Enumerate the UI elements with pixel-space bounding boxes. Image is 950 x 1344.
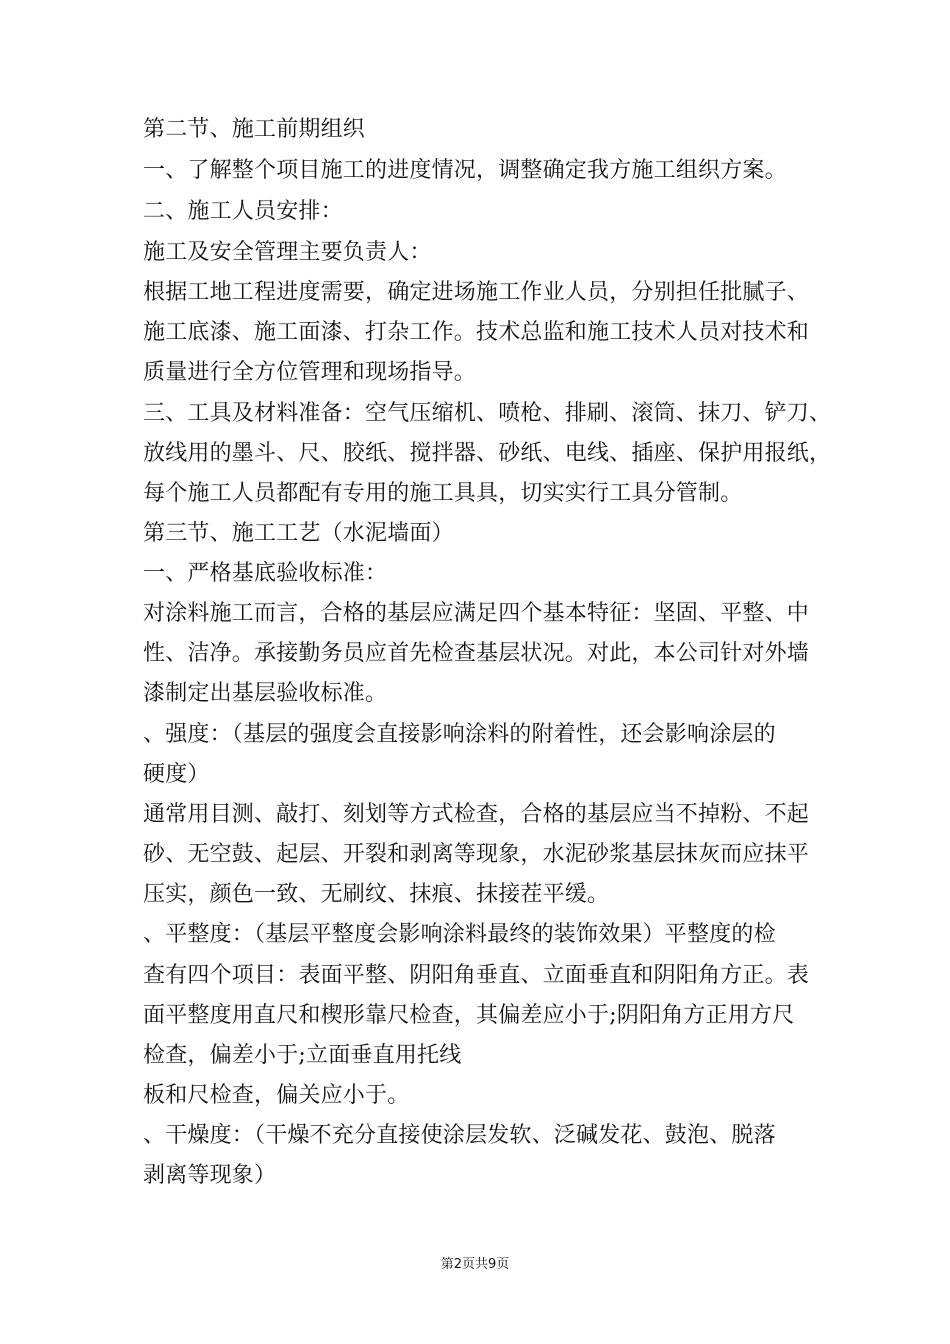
- text-line: 、平整度：（基层平整度会影响涂料最终的装饰效果）平整度的检: [143, 922, 776, 947]
- text-line: 面平整度用直尺和楔形靠尺检查，其偏差应小于;阴阳角方正用方尺: [143, 1003, 795, 1028]
- text-line: 压实，颜色一致、无刷纹、抹痕、抹接茬平缓。: [143, 882, 610, 907]
- text-line: 三、工具及材料准备：空气压缩机、喷枪、排刷、滚筒、抹刀、铲刀、: [143, 401, 832, 426]
- text-line: 第二节、施工前期组织: [143, 117, 366, 142]
- text-line: 每个施工人员都配有专用的施工具具，切实实行工具分管制。: [143, 481, 743, 506]
- text-line: 砂、无空鼓、起层、开裂和剥离等现象，水泥砂浆基层抹灰而应抹平: [143, 842, 810, 867]
- text-line: 第三节、施工工艺（水泥墙面）: [143, 521, 454, 546]
- page-number: 第2页共9页: [440, 1257, 510, 1272]
- text-line: 施工及安全管理主要负责人：: [143, 240, 432, 265]
- text-line: 剥离等现象）: [143, 1163, 277, 1188]
- text-line: 对涂料施工而言，合格的基层应满足四个基本特征：坚固、平整、中: [143, 601, 810, 626]
- text-line: 性、洁净。承接勤务员应首先检查基层状况。对此，本公司针对外墙: [143, 641, 810, 666]
- text-line: 通常用目测、敲打、刻划等方式检查，合格的基层应当不掉粉、不起: [143, 802, 810, 827]
- text-line: 漆制定出基层验收标准。: [143, 681, 388, 706]
- text-line: 施工底漆、施工面漆、打杂工作。技术总监和施工技术人员对技术和: [143, 320, 810, 345]
- text-line: 一、严格基底验收标准：: [143, 561, 388, 586]
- text-line: 放线用的墨斗、尺、胶纸、搅拌器、砂纸、电线、插座、保护用报纸，: [143, 441, 832, 466]
- text-line: 检查，偏差小于;立面垂直用托线: [143, 1043, 462, 1068]
- text-line: 一、了解整个项目施工的进度情况，调整确定我方施工组织方案。: [143, 158, 787, 183]
- text-line: 查有四个项目：表面平整、阴阳角垂直、立面垂直和阴阳角方正。表: [143, 963, 810, 988]
- text-line: 硬度）: [143, 762, 210, 787]
- text-line: 根据工地工程进度需要，确定进场施工作业人员，分别担任批腻子、: [143, 280, 810, 305]
- text-line: 、干燥度：（干燥不充分直接使涂层发软、泛碱发花、鼓泡、脱落: [143, 1123, 776, 1148]
- text-line: 板和尺检查，偏关应小于。: [143, 1083, 410, 1108]
- text-line: 质量进行全方位管理和现场指导。: [143, 360, 477, 385]
- text-line: 、强度：（基层的强度会直接影响涂料的附着性，还会影响涂层的: [143, 722, 776, 747]
- text-line: 二、施工人员安排：: [143, 199, 343, 224]
